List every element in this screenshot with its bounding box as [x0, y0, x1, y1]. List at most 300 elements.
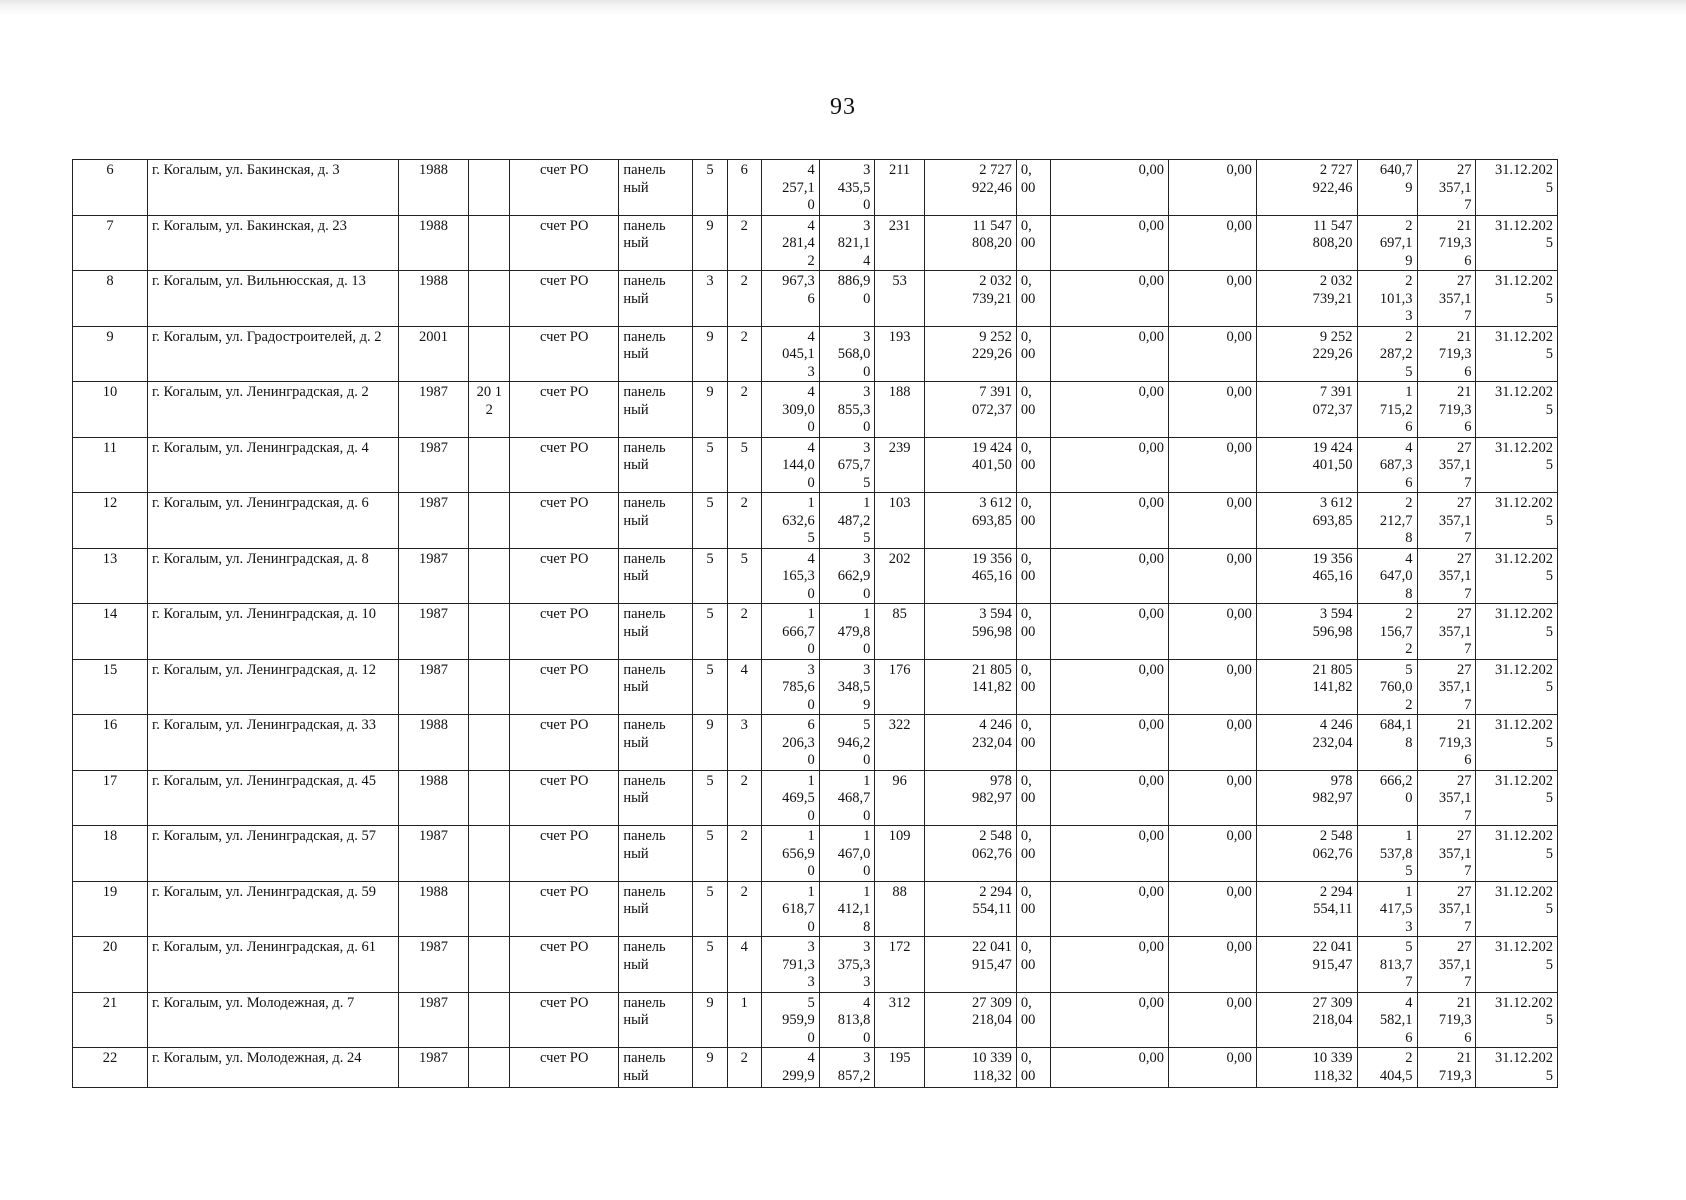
repair-cost-line: 3 594	[979, 606, 1012, 622]
fund-method-cell: счет РО	[510, 1048, 619, 1088]
unit-cost-line: 684,1	[1379, 717, 1413, 733]
unit-cost-line: 2	[1405, 696, 1413, 713]
living-area-line: 3	[863, 974, 871, 990]
max-unit-cost-cell	[1417, 160, 1476, 216]
planned-date-line: 5	[1545, 568, 1553, 584]
living-area-line: 1	[863, 883, 871, 900]
max-unit-cost-cell	[1417, 826, 1476, 882]
fund-federal-cell	[1016, 715, 1050, 771]
max-unit-cost-line: 7	[1464, 308, 1472, 324]
planned-date-line: 5	[1545, 401, 1553, 418]
fund-municipal-cell: 0,00	[1168, 548, 1256, 604]
planned-date-line: 31.12.202	[1495, 162, 1553, 178]
max-unit-cost-line: 719,3	[1438, 346, 1472, 362]
planned-date-cell	[1476, 715, 1558, 771]
fund-regional-cell: 0,00	[1051, 659, 1169, 715]
fund-owners-line: 4 246	[1319, 717, 1353, 733]
planned-date-line: 31.12.202	[1495, 772, 1553, 789]
fund-federal-cell	[1016, 992, 1050, 1048]
living-area-cell	[819, 937, 875, 993]
repair-cost-line: 3 612	[979, 495, 1012, 511]
build-year-cell: 1987	[398, 382, 469, 438]
planned-date-line: 5	[1545, 346, 1553, 362]
total-area-line: 0	[807, 863, 815, 879]
unit-cost-line: 813,7	[1379, 956, 1413, 973]
wall-material-cell	[619, 382, 693, 438]
build-year-cell: 1987	[398, 437, 469, 493]
row-number-cell: 15	[73, 659, 148, 715]
unit-cost-line: 5	[1405, 363, 1413, 380]
wall-material-cell	[619, 881, 693, 937]
wall-material-line: ный	[623, 235, 649, 251]
unit-cost-cell	[1357, 937, 1417, 993]
repair-cost-cell	[924, 992, 1016, 1048]
entrances-cell: 3	[727, 715, 761, 771]
living-area-line: 0	[863, 197, 871, 213]
row-number-cell: 10	[73, 382, 148, 438]
wall-material-line: панель	[623, 328, 666, 345]
total-area-line: 4	[807, 384, 815, 400]
table-row	[73, 493, 1558, 549]
fund-federal-cell	[1016, 548, 1050, 604]
wall-material-line: ный	[623, 679, 649, 695]
fund-federal-line: 0,	[1020, 550, 1032, 567]
floors-cell: 5	[693, 160, 727, 216]
table-row	[73, 770, 1558, 826]
floors-cell: 9	[693, 992, 727, 1048]
living-area-cell	[819, 271, 875, 327]
fund-method-cell: счет РО	[510, 160, 619, 216]
fund-federal-cell	[1016, 493, 1050, 549]
wall-material-line: ный	[623, 1067, 649, 1084]
entrances-cell: 4	[727, 659, 761, 715]
wall-material-line: ный	[623, 845, 649, 862]
fund-owners-line: 7 391	[1319, 384, 1353, 400]
entrances-cell: 1	[727, 992, 761, 1048]
last-repair-year-cell	[469, 937, 510, 993]
unit-cost-line: 417,5	[1379, 901, 1413, 917]
planned-date-line: 5	[1545, 235, 1553, 251]
unit-cost-cell	[1357, 215, 1417, 271]
wall-material-line: панель	[623, 162, 666, 178]
last-repair-year-cell	[469, 992, 510, 1048]
max-unit-cost-line: 21	[1456, 328, 1472, 345]
repair-cost-cell	[924, 382, 1016, 438]
unit-cost-line: 2	[1405, 273, 1413, 289]
living-area-line: 435,5	[837, 179, 871, 196]
living-area-line: 4	[863, 252, 871, 269]
max-unit-cost-cell	[1417, 881, 1476, 937]
wall-material-line: ный	[623, 179, 649, 196]
fund-method-cell: счет РО	[510, 548, 619, 604]
max-unit-cost-line: 6	[1464, 252, 1472, 269]
living-area-line: 568,0	[837, 346, 871, 362]
fund-method-cell: счет РО	[510, 715, 619, 771]
table-row	[73, 326, 1558, 382]
max-unit-cost-line: 7	[1464, 863, 1472, 879]
table-row	[73, 215, 1558, 271]
repair-cost-line: 4 246	[979, 717, 1012, 733]
fund-owners-line: 596,98	[1312, 623, 1353, 640]
unit-cost-line: 2	[1405, 606, 1413, 622]
living-area-cell	[819, 826, 875, 882]
unit-cost-line: 8	[1405, 734, 1413, 751]
fund-federal-line: 0,	[1020, 883, 1032, 900]
unit-cost-line: 687,3	[1379, 457, 1413, 473]
fund-federal-cell	[1016, 604, 1050, 660]
fund-owners-line: 922,46	[1312, 179, 1353, 196]
living-area-line: 479,8	[837, 623, 871, 640]
fund-regional-cell: 0,00	[1051, 548, 1169, 604]
wall-material-cell	[619, 715, 693, 771]
total-area-line: 632,6	[782, 512, 815, 529]
living-area-cell	[819, 493, 875, 549]
repair-cost-line: 11 547	[972, 217, 1012, 234]
wall-material-cell	[619, 215, 693, 271]
fund-federal-cell	[1016, 826, 1050, 882]
max-unit-cost-line: 6	[1464, 363, 1472, 380]
row-number-cell: 12	[73, 493, 148, 549]
planned-date-line: 5	[1545, 179, 1553, 196]
fund-federal-cell	[1016, 881, 1050, 937]
total-area-line: 309,0	[782, 401, 815, 418]
unit-cost-line: 101,3	[1379, 290, 1413, 307]
fund-owners-line: 118,32	[1313, 1067, 1353, 1084]
max-unit-cost-line: 7	[1464, 918, 1472, 935]
max-unit-cost-line: 7	[1464, 530, 1472, 546]
planned-date-line: 5	[1545, 679, 1553, 695]
fund-regional-cell: 0,00	[1051, 215, 1169, 271]
fund-municipal-cell: 0,00	[1168, 1048, 1256, 1088]
repair-cost-line: 10 339	[971, 1050, 1012, 1066]
unit-cost-line: 4	[1405, 994, 1413, 1011]
max-unit-cost-cell	[1417, 548, 1476, 604]
fund-municipal-cell: 0,00	[1168, 937, 1256, 993]
max-unit-cost-cell	[1417, 437, 1476, 493]
living-area-line: 0	[863, 807, 871, 824]
fund-federal-line: 00	[1020, 623, 1036, 640]
build-year-cell: 1987	[398, 826, 469, 882]
total-area-line: 4	[807, 1050, 815, 1066]
fund-owners-cell	[1256, 1048, 1357, 1088]
fund-federal-line: 00	[1020, 346, 1036, 362]
repair-cost-line: 808,20	[971, 235, 1012, 251]
total-area-cell	[761, 437, 819, 493]
wall-material-line: панель	[623, 439, 666, 456]
row-number-cell: 21	[73, 992, 148, 1048]
living-area-line: 0	[863, 363, 871, 380]
wall-material-line: ный	[623, 623, 649, 640]
unit-cost-cell	[1357, 548, 1417, 604]
last-repair-year-cell	[469, 604, 510, 660]
entrances-cell: 2	[727, 604, 761, 660]
repair-cost-line: 401,50	[971, 457, 1012, 473]
unit-cost-line: 537,8	[1379, 845, 1413, 862]
total-area-line: 0	[807, 752, 815, 768]
unit-cost-line: 9	[1405, 252, 1413, 269]
total-area-cell	[761, 826, 819, 882]
table-row	[73, 659, 1558, 715]
planned-date-cell	[1476, 826, 1558, 882]
fund-municipal-cell: 0,00	[1168, 604, 1256, 660]
wall-material-cell	[619, 271, 693, 327]
planned-date-cell	[1476, 548, 1558, 604]
repair-cost-cell	[924, 493, 1016, 549]
fund-owners-line: 2 294	[1319, 883, 1353, 900]
wall-material-cell	[619, 326, 693, 382]
unit-cost-cell	[1357, 659, 1417, 715]
address-cell: г. Когалым, ул. Вильнюсская, д. 13	[148, 271, 399, 327]
living-area-cell	[819, 160, 875, 216]
fund-owners-cell	[1256, 881, 1357, 937]
row-number-cell: 18	[73, 826, 148, 882]
fund-owners-line: 3 612	[1319, 495, 1353, 511]
entrances-cell: 6	[727, 160, 761, 216]
row-number-cell: 6	[73, 160, 148, 216]
total-area-line: 791,3	[782, 956, 815, 973]
row-number-cell: 11	[73, 437, 148, 493]
fund-owners-cell	[1256, 715, 1357, 771]
address-cell: г. Когалым, ул. Молодежная, д. 7	[148, 992, 399, 1048]
unit-cost-cell	[1357, 382, 1417, 438]
living-area-line: 0	[863, 641, 871, 657]
living-area-line: 855,3	[837, 401, 871, 418]
living-area-line: 0	[863, 419, 871, 435]
fund-federal-line: 00	[1020, 235, 1036, 251]
total-area-cell	[761, 1048, 819, 1088]
fund-method-cell: счет РО	[510, 326, 619, 382]
total-area-line: 4	[807, 162, 815, 178]
address-cell: г. Когалым, ул. Бакинская, д. 23	[148, 215, 399, 271]
unit-cost-line: 1	[1405, 883, 1413, 900]
total-area-line: 206,3	[782, 734, 815, 751]
living-area-line: 0	[863, 585, 871, 602]
table-row	[73, 992, 1558, 1048]
repair-cost-line: 2 032	[979, 273, 1012, 289]
fund-owners-line: 2 548	[1319, 828, 1353, 844]
living-area-cell	[819, 1048, 875, 1088]
total-area-line: 144,0	[782, 457, 815, 473]
living-area-line: 3	[863, 439, 871, 456]
entrances-cell: 4	[727, 937, 761, 993]
fund-federal-line: 00	[1020, 845, 1036, 862]
repair-cost-line: 118,32	[972, 1067, 1012, 1084]
fund-regional-cell: 0,00	[1051, 382, 1169, 438]
address-cell: г. Когалым, ул. Ленинградская, д. 8	[148, 548, 399, 604]
wall-material-cell	[619, 992, 693, 1048]
wall-material-cell	[619, 160, 693, 216]
living-area-line: 0	[863, 1029, 871, 1046]
max-unit-cost-cell	[1417, 770, 1476, 826]
living-area-line: 8	[863, 918, 871, 935]
address-cell: г. Когалым, ул. Ленинградская, д. 10	[148, 604, 399, 660]
residents-cell: 188	[875, 382, 924, 438]
wall-material-line: панель	[623, 661, 666, 678]
wall-material-line: панель	[623, 994, 666, 1011]
residents-cell: 103	[875, 493, 924, 549]
planned-date-line: 5	[1545, 790, 1553, 806]
last-repair-year-cell: 20 12	[469, 382, 510, 438]
living-area-cell	[819, 604, 875, 660]
max-unit-cost-line: 7	[1464, 474, 1472, 491]
last-repair-year-cell	[469, 326, 510, 382]
repair-cost-cell	[924, 215, 1016, 271]
fund-federal-cell	[1016, 437, 1050, 493]
max-unit-cost-line: 357,1	[1438, 623, 1472, 640]
total-area-line: 3	[807, 974, 815, 990]
fund-municipal-cell: 0,00	[1168, 770, 1256, 826]
total-area-line: 0	[807, 474, 815, 491]
last-repair-year-cell	[469, 160, 510, 216]
last-repair-year-cell	[469, 437, 510, 493]
max-unit-cost-line: 21	[1456, 217, 1472, 234]
table-body	[73, 160, 1558, 1088]
fund-owners-cell	[1256, 437, 1357, 493]
address-cell: г. Когалым, ул. Бакинская, д. 3	[148, 160, 399, 216]
max-unit-cost-line: 357,1	[1438, 512, 1472, 529]
fund-owners-cell	[1256, 326, 1357, 382]
total-area-cell	[761, 493, 819, 549]
total-area-line: 0	[807, 585, 815, 602]
unit-cost-cell	[1357, 715, 1417, 771]
unit-cost-line: 9	[1405, 179, 1413, 196]
unit-cost-line: 404,5	[1379, 1067, 1413, 1084]
max-unit-cost-line: 719,3	[1438, 734, 1472, 751]
row-number-cell: 19	[73, 881, 148, 937]
fund-owners-line: 072,37	[1312, 401, 1353, 418]
floors-cell: 9	[693, 1048, 727, 1088]
wall-material-line: панель	[623, 828, 666, 844]
row-number-cell: 13	[73, 548, 148, 604]
repair-cost-line: 218,04	[971, 1012, 1012, 1028]
unit-cost-line: 7	[1405, 974, 1413, 990]
row-number-cell: 9	[73, 326, 148, 382]
fund-federal-line: 0,	[1020, 994, 1032, 1011]
planned-date-cell	[1476, 493, 1558, 549]
wall-material-cell	[619, 659, 693, 715]
unit-cost-line: 5	[1405, 939, 1413, 955]
max-unit-cost-line: 27	[1456, 939, 1472, 955]
total-area-line: 469,5	[782, 790, 815, 806]
unit-cost-line: 212,7	[1379, 512, 1413, 529]
unit-cost-line: 4	[1405, 439, 1413, 456]
row-number-cell: 16	[73, 715, 148, 771]
total-area-line: 1	[807, 828, 815, 844]
fund-owners-line: 232,04	[1312, 734, 1353, 751]
total-area-cell	[761, 160, 819, 216]
planned-date-cell	[1476, 215, 1558, 271]
build-year-cell: 1988	[398, 160, 469, 216]
residents-cell: 109	[875, 826, 924, 882]
fund-federal-line: 0,	[1020, 217, 1032, 234]
floors-cell: 9	[693, 326, 727, 382]
build-year-cell: 1987	[398, 548, 469, 604]
planned-date-line: 5	[1545, 956, 1553, 973]
fund-owners-cell	[1256, 215, 1357, 271]
repair-cost-line: 915,47	[971, 956, 1012, 973]
fund-municipal-cell: 0,00	[1168, 659, 1256, 715]
total-area-line: 1	[807, 495, 815, 511]
page-number: 93	[830, 94, 856, 120]
total-area-line: 165,3	[782, 568, 815, 584]
total-area-line: 1	[807, 883, 815, 900]
repair-cost-line: 596,98	[971, 623, 1012, 640]
max-unit-cost-line: 7	[1464, 974, 1472, 990]
wall-material-line: ный	[623, 790, 649, 806]
total-area-line: 967,3	[782, 273, 815, 289]
living-area-line: 1	[863, 828, 871, 844]
repair-cost-line: 229,26	[971, 346, 1012, 362]
total-area-line: 0	[807, 641, 815, 657]
fund-method-cell: счет РО	[510, 659, 619, 715]
living-area-cell	[819, 992, 875, 1048]
unit-cost-cell	[1357, 881, 1417, 937]
repair-cost-line: 072,37	[971, 401, 1012, 418]
living-area-line: 1	[863, 772, 871, 789]
unit-cost-line: 647,0	[1379, 568, 1413, 584]
planned-date-cell	[1476, 881, 1558, 937]
floors-cell: 3	[693, 271, 727, 327]
build-year-cell: 1987	[398, 659, 469, 715]
living-area-line: 0	[863, 290, 871, 307]
wall-material-cell	[619, 604, 693, 660]
fund-method-cell: счет РО	[510, 770, 619, 826]
unit-cost-line: 2	[1405, 641, 1413, 657]
repair-cost-line: 978	[990, 772, 1012, 789]
planned-date-line: 5	[1545, 457, 1553, 473]
fund-owners-line: 10 339	[1312, 1050, 1353, 1066]
address-cell: г. Когалым, ул. Ленинградская, д. 61	[148, 937, 399, 993]
entrances-cell: 2	[727, 215, 761, 271]
unit-cost-line: 715,2	[1379, 401, 1413, 418]
max-unit-cost-line: 357,1	[1438, 901, 1472, 917]
fund-federal-line: 0,	[1020, 495, 1032, 511]
unit-cost-line: 6	[1405, 419, 1413, 435]
entrances-cell: 2	[727, 382, 761, 438]
entrances-cell: 5	[727, 437, 761, 493]
planned-date-line: 31.12.202	[1495, 384, 1553, 400]
total-area-line: 281,4	[782, 235, 815, 251]
wall-material-line: ный	[623, 568, 649, 584]
fund-regional-cell: 0,00	[1051, 160, 1169, 216]
wall-material-cell	[619, 493, 693, 549]
max-unit-cost-cell	[1417, 715, 1476, 771]
max-unit-cost-line: 27	[1456, 273, 1472, 289]
address-cell: г. Когалым, ул. Молодежная, д. 24	[148, 1048, 399, 1088]
living-area-cell	[819, 326, 875, 382]
fund-federal-line: 00	[1020, 512, 1036, 529]
address-cell: г. Когалым, ул. Ленинградская, д. 2	[148, 382, 399, 438]
planned-date-line: 31.12.202	[1495, 495, 1553, 511]
living-area-cell	[819, 659, 875, 715]
wall-material-line: ный	[623, 1012, 649, 1028]
repair-cost-line: 739,21	[971, 290, 1012, 307]
floors-cell: 5	[693, 548, 727, 604]
total-area-cell	[761, 382, 819, 438]
planned-date-line: 5	[1545, 512, 1553, 529]
max-unit-cost-line: 719,3	[1438, 235, 1472, 251]
table-row	[73, 548, 1558, 604]
living-area-line: 9	[863, 696, 871, 713]
repair-cost-cell	[924, 437, 1016, 493]
max-unit-cost-line: 719,3	[1438, 1012, 1472, 1028]
fund-federal-line: 0,	[1020, 828, 1032, 844]
unit-cost-line: 582,1	[1379, 1012, 1413, 1028]
address-cell: г. Когалым, ул. Ленинградская, д. 4	[148, 437, 399, 493]
fund-regional-cell: 0,00	[1051, 604, 1169, 660]
fund-owners-line: 2 032	[1319, 273, 1353, 289]
repair-cost-line: 554,11	[972, 901, 1012, 917]
